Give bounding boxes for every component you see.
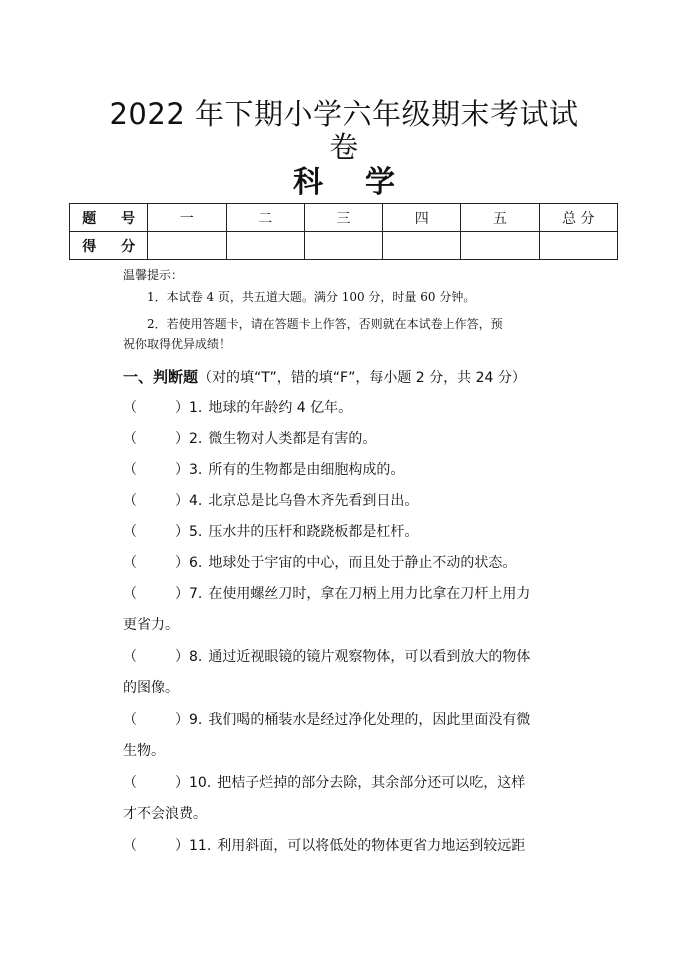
question-text-continued: 的图像。	[123, 680, 179, 696]
column-4: 四	[383, 204, 461, 232]
question-text: 利用斜面，可以将低处的物体更省力地运到较远距	[217, 838, 526, 854]
question-item	[123, 393, 573, 424]
question-number: ）4.	[175, 493, 203, 509]
question-text: 地球处于宇宙的中心，而且处于静止不动的状态。	[208, 555, 517, 571]
question-item	[123, 424, 573, 455]
tips-label: 温馨提示：	[123, 268, 184, 282]
question-number: ）3.	[175, 462, 203, 478]
exam-title-line2: 卷	[329, 130, 359, 164]
section-1-title: 一、判断题	[123, 368, 199, 386]
score-table-score-row	[70, 232, 618, 260]
question-text-continued: 才不会浪费。	[123, 806, 207, 822]
column-5: 五	[461, 204, 539, 232]
question-item	[123, 831, 573, 862]
answer-blank[interactable]: （	[123, 555, 137, 571]
score-label: 得 分	[70, 232, 148, 260]
answer-blank[interactable]: （	[123, 462, 137, 478]
question-item	[123, 548, 573, 579]
question-number: ）1.	[175, 400, 203, 416]
answer-blank[interactable]: （	[123, 712, 137, 728]
question-text: 地球的年龄约 4 亿年。	[208, 400, 353, 416]
question-number: ）8.	[175, 649, 203, 665]
exam-title-line1: 2022 年下期小学六年级期末考试试	[109, 97, 579, 131]
score-cell-5	[461, 232, 539, 260]
question-text: 在使用螺丝刀时，拿在刀柄上用力比拿在刀杆上用力	[208, 586, 531, 602]
question-text: 通过近视眼镜的镜片观察物体，可以看到放大的物体	[208, 649, 531, 665]
question-text: 把桔子烂掉的部分去除，其余部分还可以吃，这样	[217, 775, 526, 791]
score-table	[69, 203, 618, 260]
question-text: 所有的生物都是由细胞构成的。	[208, 462, 405, 478]
column-3: 三	[304, 204, 382, 232]
score-table-header-row	[70, 204, 618, 232]
score-cell-2	[226, 232, 304, 260]
column-total: 总 分	[539, 204, 617, 232]
score-cell-1	[148, 232, 226, 260]
question-number: ）5.	[175, 524, 203, 540]
question-text: 微生物对人类都是有害的。	[208, 431, 377, 447]
tips-note-1: 1．本试卷 4 页，共五道大题。满分 100 分，时量 60 分钟。	[147, 290, 476, 304]
question-text: 我们喝的桶装水是经过净化处理的，因此里面没有微	[208, 712, 531, 728]
question-text-continued: 更省力。	[123, 617, 179, 633]
answer-blank[interactable]: （	[123, 838, 137, 854]
question-number: ）11.	[175, 838, 212, 854]
score-cell-3	[304, 232, 382, 260]
answer-blank[interactable]: （	[123, 493, 137, 509]
question-number-label: 题 号	[70, 204, 148, 232]
tips-note-2: 2．若使用答题卡，请在答题卡上作答，否则就在本试卷上作答，预	[147, 317, 503, 331]
column-1: 一	[148, 204, 226, 232]
question-item	[123, 642, 573, 704]
question-item	[123, 455, 573, 486]
question-text: 压水井的压杆和跷跷板都是杠杆。	[208, 524, 419, 540]
question-number: ）10.	[175, 775, 212, 791]
answer-blank[interactable]: （	[123, 649, 137, 665]
question-item	[123, 486, 573, 517]
question-number: ）6.	[175, 555, 203, 571]
section-1-instruction: （对的填“T”，错的填“F”，每小题 2 分，共 24 分）	[198, 370, 526, 386]
answer-blank[interactable]: （	[123, 524, 137, 540]
score-cell-4	[383, 232, 461, 260]
question-text: 北京总是比乌鲁木齐先看到日出。	[208, 493, 419, 509]
answer-blank[interactable]: （	[123, 400, 137, 416]
question-number: ）9.	[175, 712, 203, 728]
question-text-continued: 生物。	[123, 743, 165, 759]
subject-title: 科学	[293, 165, 437, 200]
score-cell-total	[539, 232, 617, 260]
answer-blank[interactable]: （	[123, 586, 137, 602]
answer-blank[interactable]: （	[123, 431, 137, 447]
answer-blank[interactable]: （	[123, 775, 137, 791]
question-number: ）7.	[175, 586, 203, 602]
question-item	[123, 517, 573, 548]
column-2: 二	[226, 204, 304, 232]
section-1-heading	[123, 366, 526, 387]
question-number: ）2.	[175, 431, 203, 447]
tips-note-3: 祝你取得优异成绩！	[123, 337, 232, 351]
question-item	[123, 768, 573, 830]
question-item	[123, 705, 573, 767]
question-item	[123, 579, 573, 641]
